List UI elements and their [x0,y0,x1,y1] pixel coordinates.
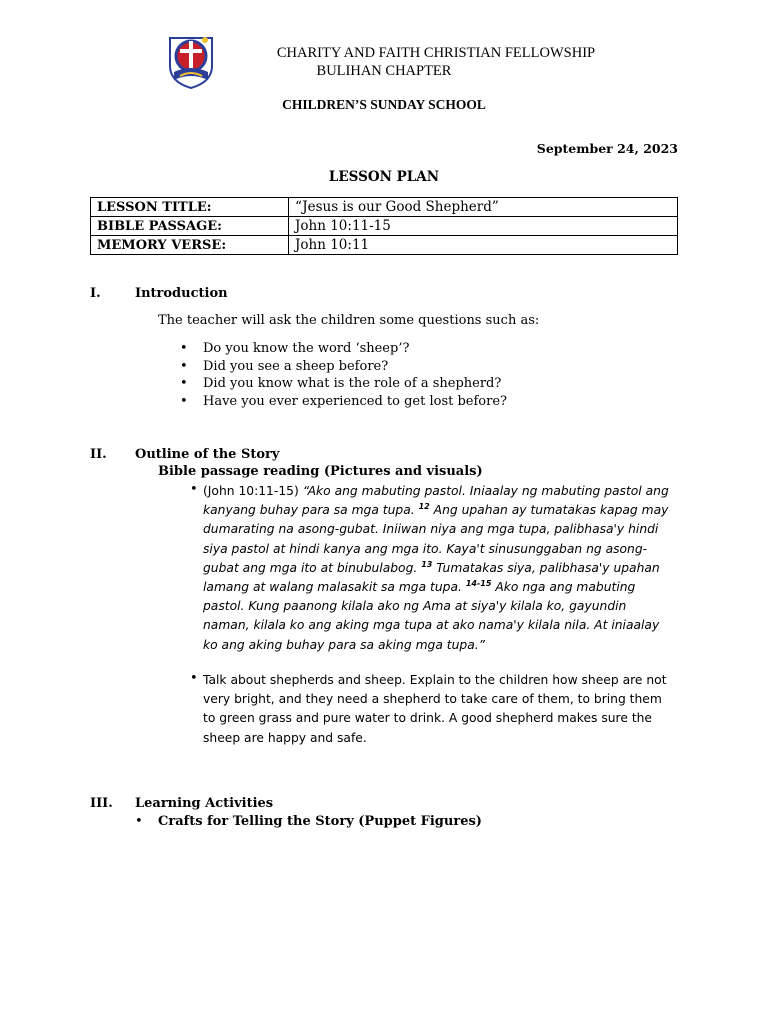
bullet-icon: • [190,671,198,686]
school-name: CHILDREN’S SUNDAY SCHOOL [282,97,486,112]
passage-verse-14-15: Ako nga ang mabuting pastol. Kung paanong kilala ako ng Ama at siya'y kilala ko, gayundin naman, kilala ko ang aking mga tupa at ako nama'y kilala nila. At iniaalay ko ang aking buhay para sa aking mga tupa.” [203,580,660,652]
section-1-title: Introduction [135,286,228,301]
list-item: • Did you see a sheep before? [180,358,507,376]
passage-ref: (John 10:11-15) [203,484,299,498]
list-item: • Do you know the word ‘sheep’? [180,340,507,358]
lesson-date: September 24, 2023 [536,141,678,156]
passage-verse-13: Tumatakas siya, palibhasa'y upahan lamang at walang malasakit sa mga tupa. [203,560,660,595]
section-3-title: Learning Activities [135,796,274,811]
section-2-subtitle: Bible passage reading (Pictures and visuals) [158,464,483,479]
verse-number: 14-15 [465,578,492,588]
bible-passage-text [203,482,673,655]
memory-verse-value: John 10:11 [289,236,678,255]
question-list [180,340,507,410]
table-row [91,217,678,236]
verse-number: 12 [418,502,430,512]
table-row [91,236,678,255]
section-2-numeral: II. [90,447,107,462]
org-chapter: BULIHAN CHAPTER [316,63,452,79]
bible-passage-value: John 10:11-15 [289,217,678,236]
lesson-title-value: “Jesus is our Good Shepherd” [289,198,678,217]
passage-verse-11: “Ako ang mabuting pastol. Iniaalay ng mabuting pastol ang kanyang buhay para sa mga tupa. [203,484,669,518]
list-item: • Did you know what is the role of a shepherd? [180,375,507,393]
section-2-title: Outline of the Story [135,447,280,462]
passage-verse-12: Ang upahan ay tumatakas kapag may dumarating na asong-gubat. Iniiwan niya ang mga tupa, palibhasa'y hindi siya pastol at hindi kanya ang mga ito. Kaya't sinusunggaban ng asong-gubat ang mga ito at binubulabog. [203,503,669,575]
bullet-icon: • [135,814,143,829]
section-3-item: Crafts for Telling the Story (Puppet Figures) [158,814,482,829]
lesson-info-table [90,197,678,255]
section-1-numeral: I. [90,286,101,301]
org-name: CHARITY AND FAITH CHRISTIAN FELLOWSHIP [276,45,596,61]
doc-title: LESSON PLAN [328,169,440,185]
table-row [91,198,678,217]
verse-number: 13 [421,559,433,569]
memory-verse-label: MEMORY VERSE: [91,236,289,255]
bullet-icon: • [190,482,198,497]
section-1-lead: The teacher will ask the children some questions such as: [158,313,540,328]
talk-instruction: Talk about shepherds and sheep. Explain to the children how sheep are not very bright, and they need a shepherd to take care of them, to bring them to green grass and pure water to drink. A good shepherd makes sure the sheep are happy and safe. [203,673,667,745]
list-item: • Have you ever experienced to get lost before? [180,393,507,411]
bible-passage-label: BIBLE PASSAGE: [91,217,289,236]
section-3-numeral: III. [90,796,113,811]
lesson-title-label: LESSON TITLE: [91,198,289,217]
